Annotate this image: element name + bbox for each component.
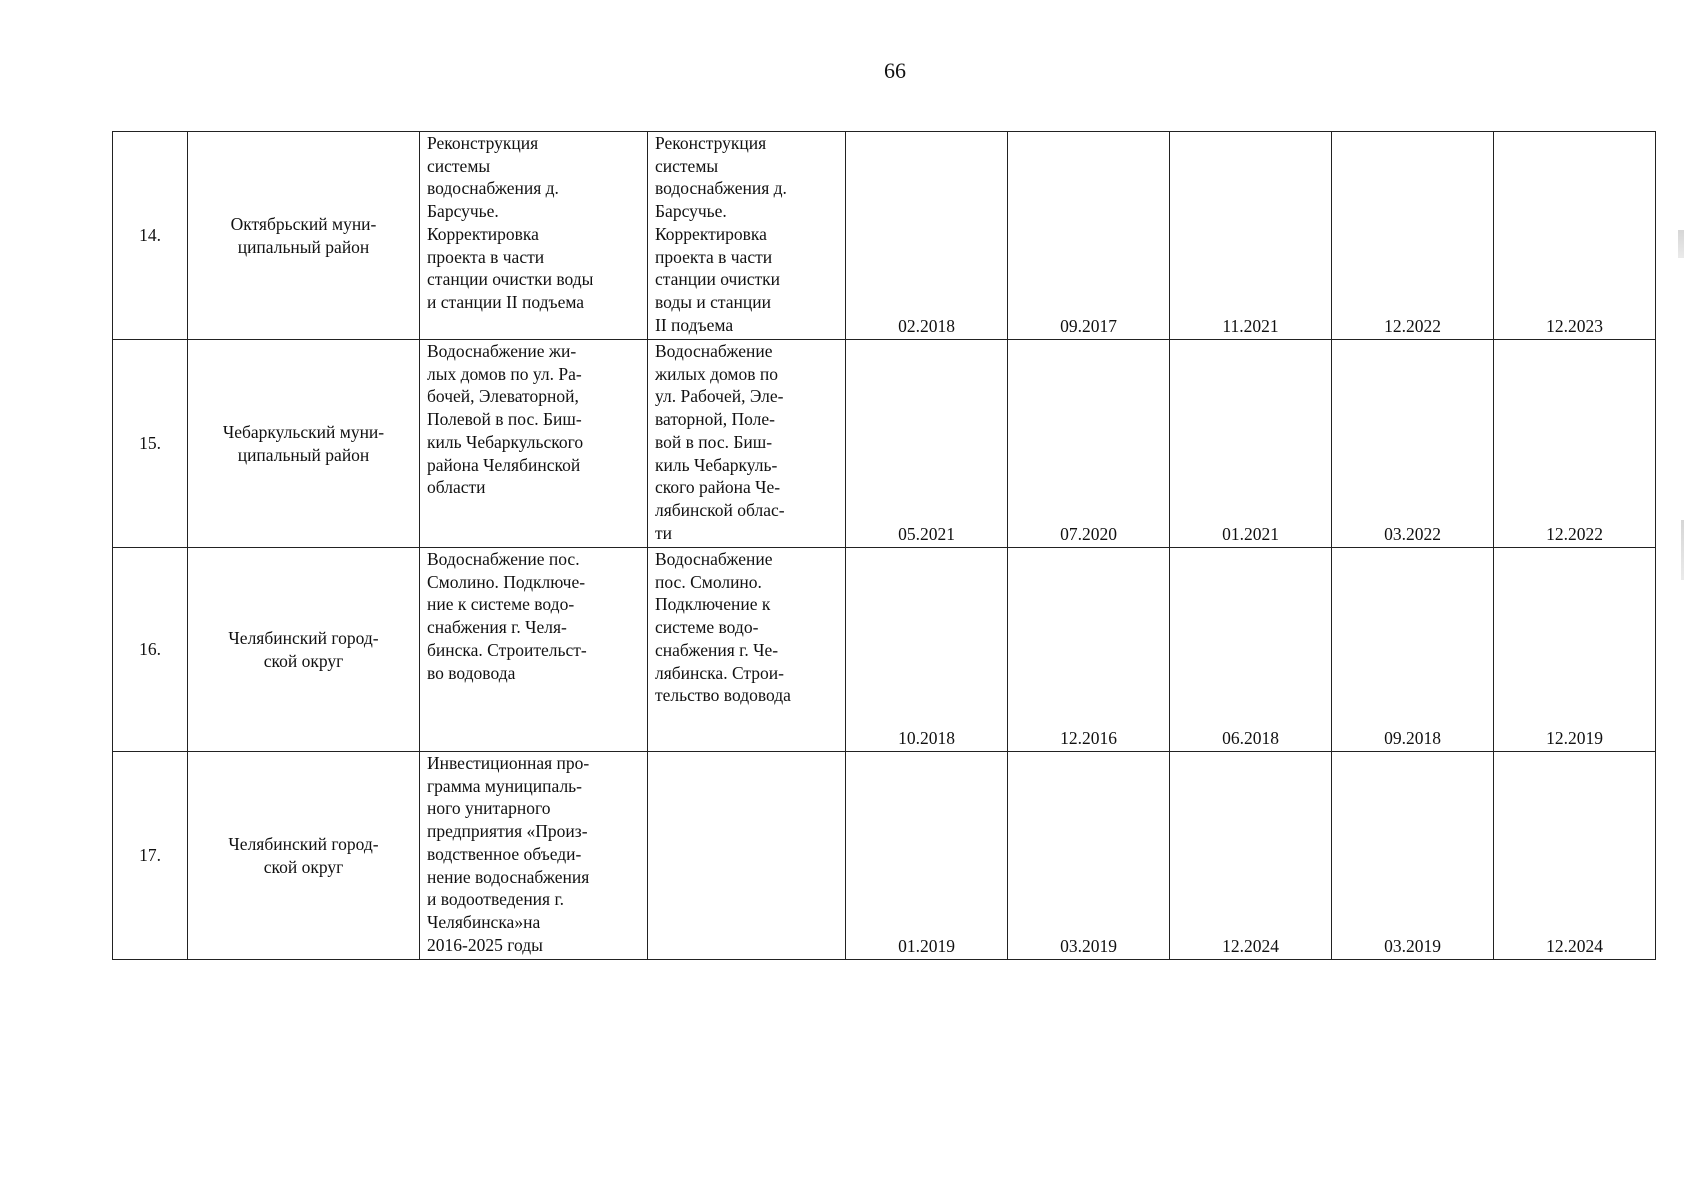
project-description-text: Инвестиционная про- грамма муниципаль- ного унитарного предприятия «Произ- водственное объеди- нение водоснабжения и водоотведения г. Челябинска»на 2016-2025 годы — [427, 753, 590, 955]
date-cell — [1170, 752, 1332, 960]
project-description-alt-text: Водоснабжение пос. Смолино. Подключение к системе водо- снабжения г. Че- лябинска. Строи- тельство водовода — [655, 549, 791, 706]
row-number: 15. — [113, 340, 188, 548]
page-number: 66 — [884, 58, 906, 83]
date-cell — [1332, 752, 1494, 960]
date-value: 03.2019 — [1060, 936, 1117, 957]
projects-table — [112, 131, 1656, 960]
date-value: 12.2016 — [1060, 728, 1117, 749]
scan-margin-mark — [1681, 520, 1684, 580]
date-cell — [1494, 548, 1656, 752]
date-value: 07.2020 — [1060, 524, 1117, 545]
municipality-cell — [188, 340, 420, 548]
date-value: 02.2018 — [898, 316, 955, 337]
project-description-text: Водоснабжение жи- лых домов по ул. Ра- бочей, Элеваторной, Полевой в пос. Биш- киль Чебаркульского района Челябинской области — [427, 341, 584, 498]
date-cell — [1008, 752, 1170, 960]
table-row — [113, 132, 1656, 340]
date-value: 09.2017 — [1060, 316, 1117, 337]
date-value: 12.2019 — [1546, 728, 1603, 749]
project-description-cell — [420, 548, 648, 752]
date-cell — [1008, 132, 1170, 340]
date-value: 12.2024 — [1546, 936, 1603, 957]
project-description-cell — [420, 752, 648, 960]
project-description-text: Водоснабжение пос. Смолино. Подключе- ние к системе водо- снабжения г. Челя- бинска. Строительст- во водовода — [427, 549, 587, 683]
date-cell — [1170, 340, 1332, 548]
date-value: 12.2022 — [1546, 524, 1603, 545]
date-value: 06.2018 — [1222, 728, 1279, 749]
project-description-alt-text: Водоснабжение жилых домов по ул. Рабочей, Эле- ваторной, Поле- вой в пос. Биш- киль Чебаркуль- ского района Че- лябинской облас- ти — [655, 341, 785, 543]
date-cell — [846, 752, 1008, 960]
municipality-text: Чебаркульский муни- ципальный район — [222, 421, 385, 465]
row-number: 14. — [113, 132, 188, 340]
municipality-text: Октябрьский муни- ципальный район — [230, 213, 377, 257]
row-number: 16. — [113, 548, 188, 752]
date-cell — [1332, 132, 1494, 340]
date-value: 01.2021 — [1222, 524, 1279, 545]
date-cell — [1494, 752, 1656, 960]
project-description-text: Реконструкция системы водоснабжения д. Барсучье. Корректировка проекта в части станции очистки воды и станции II подъема — [427, 133, 594, 312]
project-description-cell — [420, 340, 648, 548]
project-description-alt-cell — [648, 752, 846, 960]
project-description-alt-text: Реконструкция системы водоснабжения д. Барсучье. Корректировка проекта в части станции очистки воды и станции II подъема — [655, 133, 787, 335]
date-value: 01.2019 — [898, 936, 955, 957]
date-value: 12.2022 — [1384, 316, 1441, 337]
date-cell — [1008, 340, 1170, 548]
table-row — [113, 752, 1656, 960]
date-cell — [1494, 340, 1656, 548]
date-value: 12.2023 — [1546, 316, 1603, 337]
table-row — [113, 340, 1656, 548]
project-description-alt-cell — [648, 548, 846, 752]
municipality-cell — [188, 132, 420, 340]
date-cell — [1170, 548, 1332, 752]
date-cell — [1332, 340, 1494, 548]
date-value: 12.2024 — [1222, 936, 1279, 957]
date-cell — [1008, 548, 1170, 752]
municipality-text: Челябинский город- ской округ — [228, 833, 379, 877]
date-cell — [1494, 132, 1656, 340]
scan-margin-mark — [1678, 230, 1684, 258]
date-value: 11.2021 — [1222, 316, 1279, 337]
date-value: 10.2018 — [898, 728, 955, 749]
date-value: 03.2022 — [1384, 524, 1441, 545]
date-cell — [846, 132, 1008, 340]
date-value: 09.2018 — [1384, 728, 1441, 749]
project-description-cell — [420, 132, 648, 340]
table-row — [113, 548, 1656, 752]
municipality-text: Челябинский город- ской округ — [228, 627, 379, 671]
municipality-cell — [188, 752, 420, 960]
date-value: 05.2021 — [898, 524, 955, 545]
date-value: 03.2019 — [1384, 936, 1441, 957]
municipality-cell — [188, 548, 420, 752]
project-description-alt-cell — [648, 132, 846, 340]
date-cell — [846, 548, 1008, 752]
date-cell — [846, 340, 1008, 548]
table-body — [113, 132, 1656, 960]
row-number: 17. — [113, 752, 188, 960]
date-cell — [1170, 132, 1332, 340]
date-cell — [1332, 548, 1494, 752]
project-description-alt-cell — [648, 340, 846, 548]
